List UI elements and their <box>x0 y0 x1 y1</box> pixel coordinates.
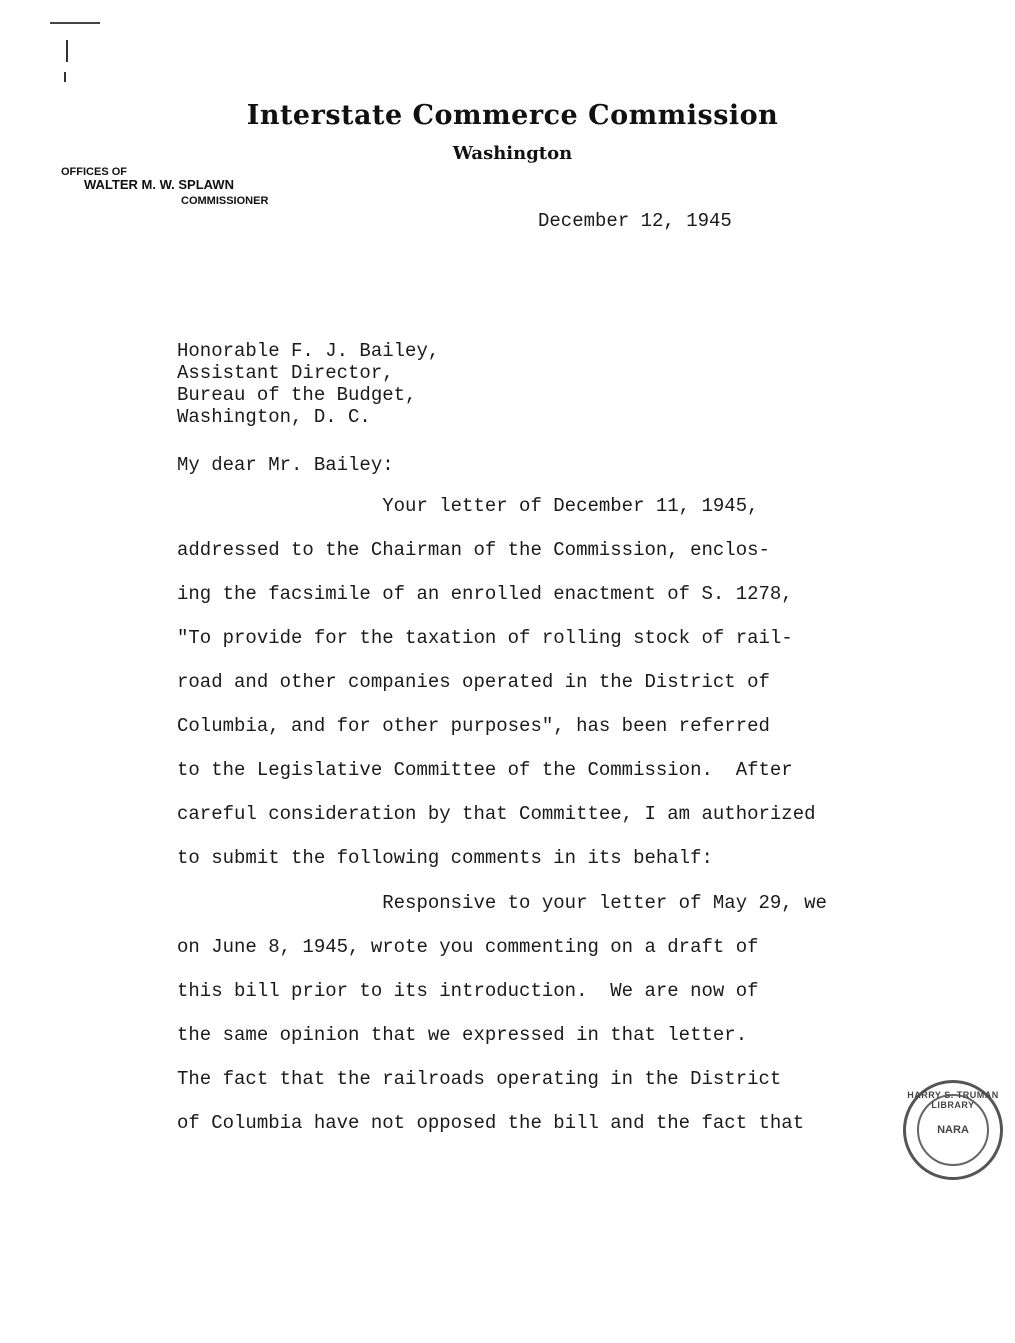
body-line: Columbia, and for other purposes", has been referred <box>177 715 770 737</box>
body-paragraph-2 <box>177 881 917 1145</box>
letter-date: December 12, 1945 <box>538 210 732 232</box>
recipient-line: Honorable F. J. Bailey, <box>177 340 440 362</box>
commissioner-title: COMMISSIONER <box>181 195 269 207</box>
recipient-line: Washington, D. C. <box>177 406 371 428</box>
body-line: Your letter of December 11, 1945, <box>177 495 759 517</box>
commissioner-name: WALTER M. W. SPLAWN <box>84 177 234 192</box>
body-line: Responsive to your letter of May 29, we <box>177 892 827 914</box>
salutation: My dear Mr. Bailey: <box>177 454 394 476</box>
body-line: The fact that the railroads operating in the District <box>177 1068 782 1090</box>
recipient-line: Bureau of the Budget, <box>177 384 417 406</box>
stamp-ring-text: HARRY S. TRUMAN LIBRARY <box>907 1090 999 1110</box>
body-line: road and other companies operated in the District of <box>177 671 770 693</box>
stamp-center-text: NARA <box>937 1124 969 1136</box>
scan-artifact-tick <box>64 72 66 82</box>
letterhead-title: Interstate Commerce Commission <box>246 100 779 131</box>
library-stamp <box>903 1080 1003 1180</box>
body-line: to submit the following comments in its behalf: <box>177 847 713 869</box>
letterhead-city: Washington <box>452 143 573 164</box>
body-line: ing the facsimile of an enrolled enactment of S. 1278, <box>177 583 793 605</box>
scan-artifact-tick <box>66 40 68 62</box>
body-line: "To provide for the taxation of rolling stock of rail- <box>177 627 793 649</box>
body-line: careful consideration by that Committee, I am authorized <box>177 803 816 825</box>
recipient-line: Assistant Director, <box>177 362 394 384</box>
body-line: of Columbia have not opposed the bill and the fact that <box>177 1112 805 1134</box>
body-paragraph-1 <box>177 484 917 880</box>
scan-artifact-line <box>50 22 100 24</box>
body-line: to the Legislative Committee of the Commission. After <box>177 759 793 781</box>
body-line: the same opinion that we expressed in that letter. <box>177 1024 748 1046</box>
body-line: this bill prior to its introduction. We are now of <box>177 980 759 1002</box>
body-line: on June 8, 1945, wrote you commenting on a draft of <box>177 936 759 958</box>
offices-label: OFFICES OF <box>61 166 127 178</box>
body-line: addressed to the Chairman of the Commission, enclos- <box>177 539 770 561</box>
